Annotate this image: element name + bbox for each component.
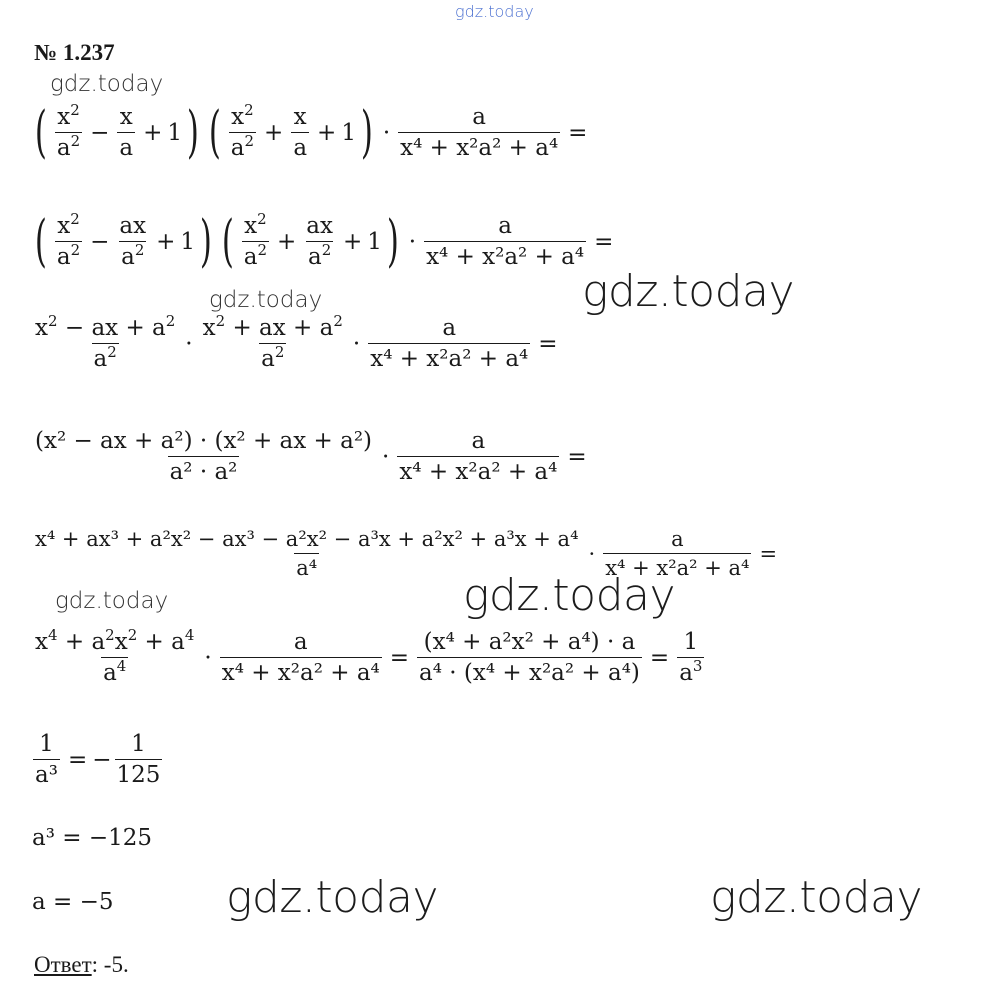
fraction-denominator: $a^2$ xyxy=(56,132,81,161)
fraction-numerator: $x^2$ xyxy=(244,210,267,239)
parenthesis: ( xyxy=(208,99,221,165)
fraction xyxy=(242,210,269,270)
fraction-denominator: x⁴ + x²a² + a⁴ xyxy=(220,657,382,686)
equation-line-8: a³ = −125 xyxy=(32,825,152,851)
fraction xyxy=(201,312,345,372)
watermark-large-1: gdz.today xyxy=(582,266,795,317)
equation-line-5: $\frac{\text{x⁴ + ax³ + a²x² − ax³ − a²x² − a³x + a²x² + a³x + a⁴}}{\text{a⁴}}$ · $\frac{a}{\text{x⁴ + x²a² + a⁴}}$ = xyxy=(35,527,778,580)
fraction-denominator: a³ xyxy=(33,759,60,788)
fraction xyxy=(304,213,335,270)
fraction-denominator: $a^3$ xyxy=(679,657,703,686)
watermark-small-1: gdz.today xyxy=(50,71,164,97)
fraction-numerator: a xyxy=(442,315,457,341)
fraction-numerator: a xyxy=(671,527,684,551)
fraction xyxy=(115,731,163,788)
parenthesis: ( xyxy=(34,99,47,165)
fraction-numerator: 1 xyxy=(131,731,146,757)
fraction-denominator: $a^2$ xyxy=(121,241,145,270)
answer-value: : -5. xyxy=(91,952,129,977)
fraction-numerator: (x⁴ + a²x² + a⁴) · a xyxy=(423,629,636,655)
fraction-denominator: $a^2$ xyxy=(307,241,332,270)
fraction xyxy=(229,101,256,161)
fraction xyxy=(55,101,82,161)
watermark-small-2: gdz.today xyxy=(209,287,323,313)
fraction xyxy=(603,527,751,580)
fraction-numerator: ax xyxy=(306,213,333,239)
answer xyxy=(34,952,129,978)
fraction-denominator: a⁴ xyxy=(294,553,319,580)
fraction-numerator: ax xyxy=(119,213,147,239)
fraction-numerator: a xyxy=(498,213,512,239)
problem-number: № 1.237 xyxy=(34,40,115,65)
fraction xyxy=(33,428,374,485)
fraction xyxy=(55,210,82,270)
fraction-numerator: $x^2$ xyxy=(57,210,80,239)
fraction-denominator: x⁴ + x²a² + a⁴ xyxy=(397,456,559,485)
fraction-numerator: 1 xyxy=(39,731,54,757)
fraction-numerator: x xyxy=(119,104,133,130)
equation-line-9: a = −5 xyxy=(32,889,114,915)
equation-line-2: ( $\frac{x^2}{a^2}$ − $\frac{ax}{a^2}$ + 1 ) ( $\frac{x^2}{a^2}$ + $\frac{ax}{a^2}$ + 1 ) · $\frac{a}{\text{x⁴ + x²a² + a⁴}}$ = xyxy=(34,208,614,274)
watermark-top: gdz.today xyxy=(455,2,534,21)
fraction-denominator: a xyxy=(291,132,309,161)
fraction-numerator: $x^2$ + ax + $a^2$ xyxy=(202,312,343,341)
fraction-denominator: $a^2$ xyxy=(230,132,255,161)
fraction xyxy=(33,312,177,372)
fraction xyxy=(33,731,60,788)
fraction-numerator: a xyxy=(471,428,486,454)
equation-line-4: $\frac{\text{(x² − ax + a²) · (x² + ax + a²)}}{\text{a² · a²}}$ · $\frac{a}{\text{x⁴ + x²a² + a⁴}}$ = xyxy=(35,428,587,485)
fraction-numerator: 1 xyxy=(683,629,699,655)
fraction xyxy=(677,629,704,686)
fraction xyxy=(291,104,309,161)
fraction xyxy=(220,629,382,686)
fraction-numerator: $x^2$ − ax + $a^2$ xyxy=(35,312,176,341)
watermark-large-3: gdz.today xyxy=(226,872,439,923)
parenthesis: ) xyxy=(360,99,373,165)
watermark-small-3: gdz.today xyxy=(55,588,169,614)
fraction-denominator: a² · a² xyxy=(168,456,240,485)
fraction xyxy=(417,629,642,686)
fraction xyxy=(424,213,586,270)
fraction-denominator: x⁴ + x²a² + a⁴ xyxy=(424,241,586,270)
parenthesis: ) xyxy=(199,208,212,274)
fraction-denominator: $a^2$ xyxy=(243,241,267,270)
fraction-numerator: $x^4 + a^2x^2 + a^4$ xyxy=(35,626,195,655)
fraction-numerator: $x^2$ xyxy=(231,101,254,130)
parenthesis: ( xyxy=(221,208,234,274)
fraction-denominator: $a^4$ xyxy=(103,657,127,686)
fraction-denominator: 125 xyxy=(115,759,163,788)
watermark-large-4: gdz.today xyxy=(710,872,923,923)
fraction xyxy=(398,104,560,161)
fraction-numerator: x⁴ + ax³ + a²x² − ax³ − a²x² − a³x + a²x² + a³x + a⁴ xyxy=(35,527,579,551)
equation-line-3: $\frac{x^2 - ax + a^2}{a^2}$ · $\frac{x^2 + ax + a^2}{a^2}$ · $\frac{a}{\text{x⁴ + x²a² + a⁴}}$ = xyxy=(35,312,558,372)
fraction-denominator: $a^2$ xyxy=(93,343,117,372)
fraction-numerator: x xyxy=(293,104,307,130)
fraction xyxy=(117,213,148,270)
equation-line-1: ( $\frac{x^2}{a^2}$ − $\frac{x}{a}$ + 1 ) ( $\frac{x^2}{a^2}$ + $\frac{x}{a}$ + 1 ) · $\frac{a}{\text{x⁴ + x²a² + a⁴}}$ = xyxy=(34,99,588,165)
fraction-numerator: $x^2$ xyxy=(57,101,80,130)
fraction-numerator: a xyxy=(472,104,486,130)
fraction xyxy=(33,527,581,580)
answer-label: Ответ xyxy=(34,952,92,977)
fraction-denominator: x⁴ + x²a² + a⁴ xyxy=(603,553,751,580)
parenthesis: ) xyxy=(186,99,199,165)
fraction xyxy=(33,626,196,686)
fraction xyxy=(117,104,135,161)
parenthesis: ( xyxy=(34,208,47,274)
equation-line-7: $\frac{1}{\text{a³}}$ = − $\frac{1}{125}$ xyxy=(35,731,161,788)
fraction-denominator: $a^2$ xyxy=(261,343,285,372)
fraction-numerator: (x² − ax + a²) · (x² + ax + a²) xyxy=(35,428,373,454)
parenthesis: ) xyxy=(386,208,399,274)
equation-line-6: $\frac{x^4 + a^2x^2 + a^4}{a^4}$ · $\frac{a}{\text{x⁴ + x²a² + a⁴}}$ = $\frac{\text{(x⁴ + a²x² + a⁴) · a}}{\text{a⁴ · (x⁴ + x²a² + a⁴)}}$ = $\frac{1}{a^3}$ xyxy=(35,626,703,686)
watermark-large-2: gdz.today xyxy=(463,570,676,621)
fraction-denominator: a xyxy=(117,132,135,161)
fraction-denominator: x⁴ + x²a² + a⁴ xyxy=(368,343,530,372)
fraction-denominator: x⁴ + x²a² + a⁴ xyxy=(398,132,560,161)
fraction xyxy=(397,428,559,485)
fraction-denominator: a⁴ · (x⁴ + x²a² + a⁴) xyxy=(417,657,642,686)
fraction xyxy=(368,315,530,372)
fraction-numerator: a xyxy=(293,629,308,655)
fraction-denominator: $a^2$ xyxy=(56,241,81,270)
